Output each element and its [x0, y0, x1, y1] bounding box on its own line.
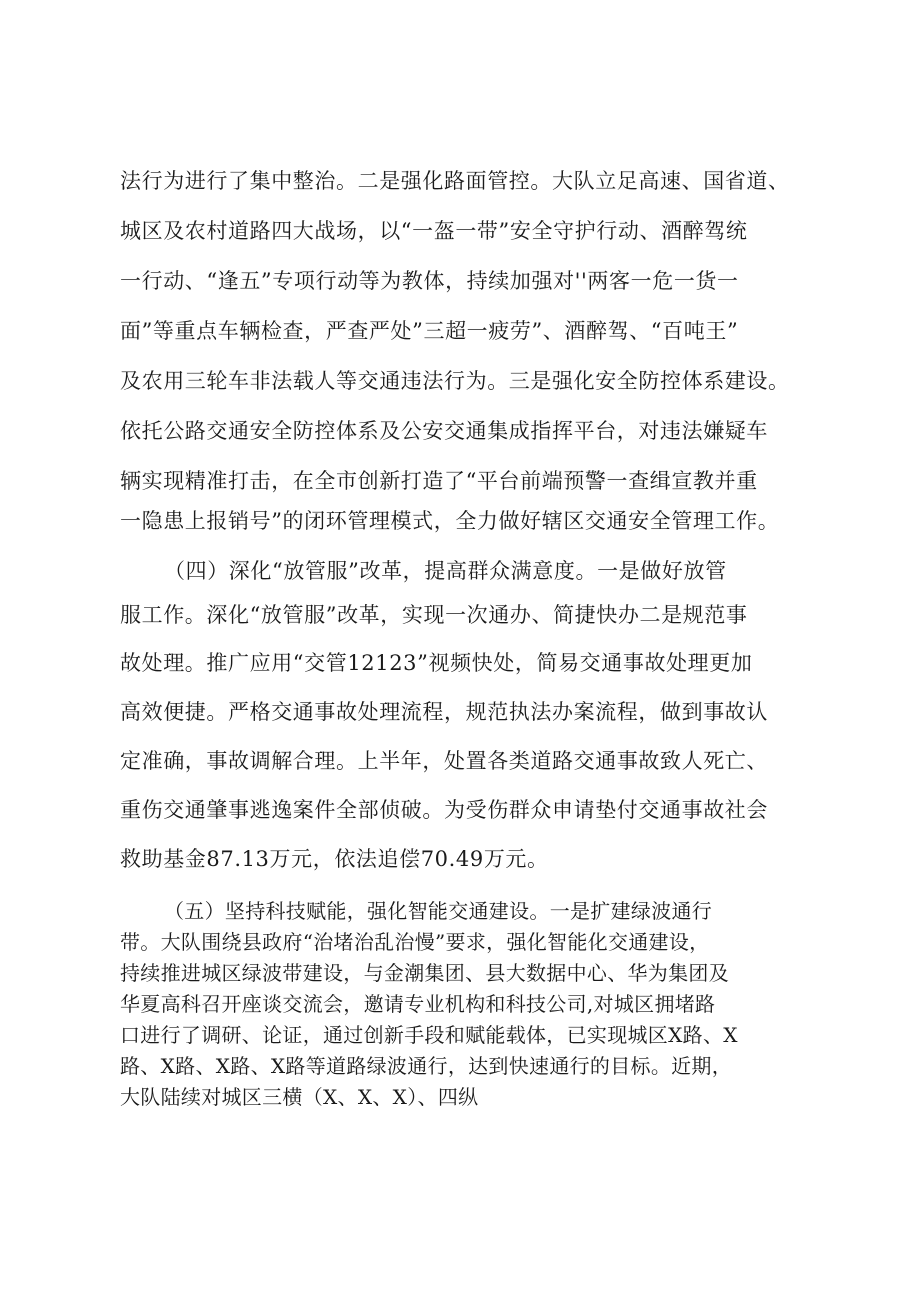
- paragraph-3-line-4: 华夏高科召开座谈交流会，邀请专业机构和科技公司,对城区拥堵路: [120, 992, 716, 1016]
- paragraph-1-line-5: 及农用三轮车非法载人等交通违法行为。三是强化安全防控体系建设。: [120, 369, 790, 393]
- paragraph-2-line-5: 定准确，事故调解合理。上半年，处置各类道路交通事故致人死亡、: [120, 749, 768, 773]
- paragraph-3-line-7: 大队陆续对城区三横（X、X、X）、四纵: [120, 1085, 479, 1109]
- paragraph-3-line-3: 持续推进城区绿波带建设，与金潮集团、县大数据中心、华为集团及: [120, 961, 729, 985]
- paragraph-1-line-8: 一隐患上报销号”的闭环管理模式，全力做好辖区交通安全管理工作。: [120, 509, 780, 533]
- paragraph-3-line-5: 口进行了调研、论证，通过创新手段和赋能载体，已实现城区X路、X: [120, 1023, 738, 1047]
- paragraph-1-line-3: 一行动、“逢五”专项行动等为教体，持续加强对''两客一危一货一: [120, 269, 739, 293]
- paragraph-2-line-4: 高效便捷。严格交通事故处理流程，规范执法办案流程，做到事故认: [120, 700, 768, 724]
- paragraph-1-line-2: 城区及农村道路四大战场，以“一盔一带”安全守护行动、酒醉驾统: [120, 219, 748, 243]
- paragraph-1-line-1: 法行为进行了集中整治。二是强化路面管控。大队立足高速、国省道、: [120, 169, 790, 193]
- paragraph-2-line-2: 服工作。深化“放管服”改革，实现一次通办、简捷快办二是规范事: [120, 603, 748, 627]
- paragraph-2-line-3: 故处理。推广应用“交管12123”视频快处，简易交通事故处理更加: [120, 651, 753, 675]
- paragraph-2-line-6: 重伤交通肇事逃逸案件全部侦破。为受伤群众申请垫付交通事故社会: [120, 798, 768, 822]
- paragraph-2-line-7: 救助基金87.13万元，依法追偿70.49万元。: [120, 847, 549, 871]
- paragraph-1-line-7: 辆实现精准打击，在全市创新打造了“平台前端预警一查缉宣教并重: [120, 469, 758, 493]
- paragraph-1-line-4: 面”等重点车辆检查，严查严处”三超一疲劳”、酒醉驾、“百吨王”: [120, 319, 739, 343]
- paragraph-2-line-1: （四）深化“放管服”改革，提高群众满意度。一是做好放管: [164, 559, 727, 583]
- paragraph-3-line-1: （五）坚持科技赋能，强化智能交通建设。一是扩建绿波通行: [164, 899, 713, 923]
- paragraph-1-line-6: 依托公路交通安全防控体系及公安交通集成指挥平台，对违法嫌疑车: [120, 419, 768, 443]
- paragraph-3-line-2: 带。大队围绕县政府“治堵治乱治慢”要求，强化智能化交通建设，: [120, 930, 710, 954]
- paragraph-3-line-6: 路、X路、X路、X路等道路绿波通行，达到快速通行的目标。近期，: [120, 1054, 733, 1078]
